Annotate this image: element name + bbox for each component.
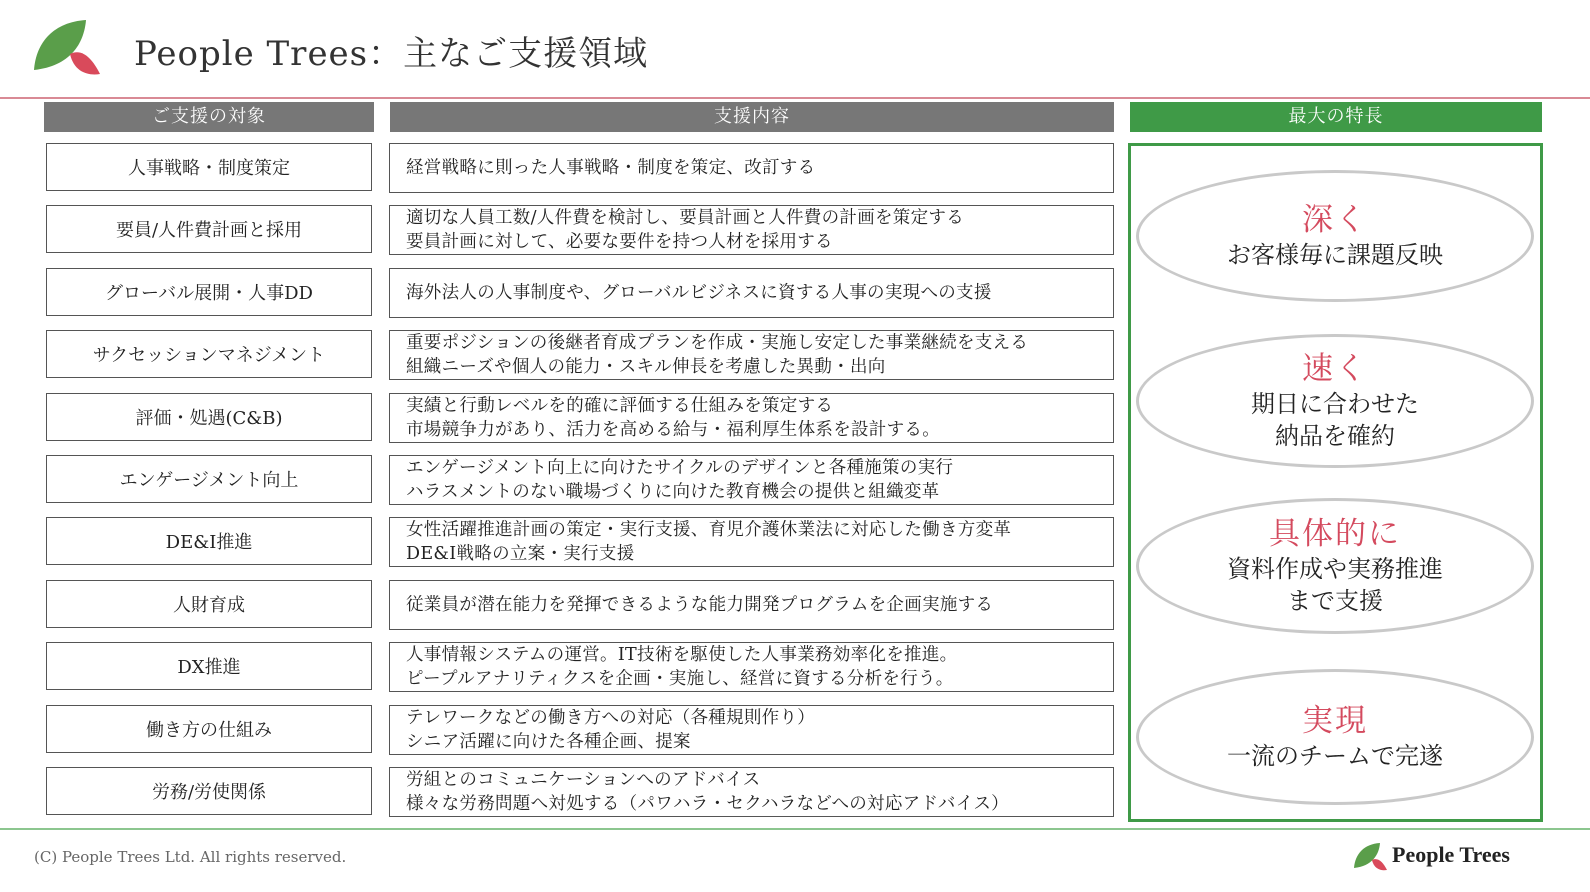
support-content-line: ピープルアナリティクスを企画・実施し、経営に資する分析を行う。 [406,669,954,689]
support-content-cell [389,767,1114,817]
table-row [0,705,1120,755]
support-content-line: 市場競争力があり、活力を高める給与・福利厚生体系を設計する。 [406,420,940,440]
support-content-cell [389,455,1114,505]
support-content-cell [389,580,1114,630]
page-title: People Trees：主なご支援領域 [134,34,649,74]
target-column-header: ご支援の対象 [44,102,374,132]
support-target-cell: 労務/労使関係 [46,767,372,815]
support-content-line: 実績と行動レベルを的確に評価する仕組みを策定する [406,396,834,416]
company-logo-icon [30,14,104,78]
support-content-line: シニア活躍に向けた各種企画、提案 [406,732,691,752]
table-row [0,143,1120,193]
logo-fruit [70,52,100,74]
support-target-cell: エンゲージメント向上 [46,455,372,503]
table-row [0,580,1120,630]
support-target-cell: 評価・処遇(C&B) [46,393,372,441]
table-row [0,455,1120,505]
feature-oval-realize [1136,669,1534,805]
support-content-cell [389,143,1114,193]
support-content-line: 重要ポジションの後継者育成プランを作成・実施し安定した事業継続を支える [406,333,1029,353]
support-target-cell: 要員/人件費計画と採用 [46,205,372,253]
support-target-cell: 人財育成 [46,580,372,628]
support-target-cell: 人事戦略・制度策定 [46,143,372,191]
footer-divider [0,828,1590,830]
feature-keyword: 速く [1302,351,1368,387]
table-row [0,393,1120,443]
feature-column-header: 最大の特長 [1130,102,1542,132]
support-content-line: 海外法人の人事制度や、グローバルビジネスに資する人事の実現への支援 [406,283,992,303]
support-content-cell [389,705,1114,755]
footer-logo-icon [1352,840,1388,872]
support-content-line: 経営戦略に則った人事戦略・制度を策定、改訂する [406,158,816,178]
feature-oval-deep [1136,170,1534,302]
title-divider [0,97,1590,99]
support-target-cell: サクセッションマネジメント [46,330,372,378]
support-content-line: DE&I戦略の立案・実行支援 [406,544,635,564]
feature-description: 期日に合わせた 納品を確約 [1251,390,1419,450]
support-content-cell [389,268,1114,318]
support-content-line: ハラスメントのない職場づくりに向けた教育機会の提供と組織変革 [406,482,940,502]
feature-oval-concrete [1136,498,1534,634]
support-content-line: 組織ニーズや個人の能力・スキル伸長を考慮した異動・出向 [406,357,886,377]
support-target-cell: DX推進 [46,642,372,690]
feature-description: 資料作成や実務推進 まで支援 [1227,555,1443,615]
support-content-line: テレワークなどの働き方への対応（各種規則作り） [406,708,816,728]
feature-keyword: 具体的に [1269,516,1401,552]
support-content-line: 要員計画に対して、必要な要件を持つ人材を採用する [406,232,833,252]
table-row [0,330,1120,380]
support-content-line: エンゲージメント向上に向けたサイクルのデザインと各種施策の実行 [406,458,954,478]
feature-description: お客様毎に課題反映 [1227,241,1443,269]
table-row [0,268,1120,318]
table-row [0,517,1120,567]
support-content-cell [389,330,1114,380]
support-content-line: 様々な労務問題へ対処する（パワハラ・セクハラなどへの対応アドバイス） [406,794,1009,814]
footer-brand-name: People Trees [1392,842,1510,867]
support-content-cell [389,205,1114,255]
table-row [0,642,1120,692]
support-target-cell: DE&I推進 [46,517,372,565]
support-target-cell: 働き方の仕組み [46,705,372,753]
support-target-cell: グローバル展開・人事DD [46,268,372,316]
support-content-cell [389,393,1114,443]
support-content-line: 女性活躍推進計画の策定・実行支援、育児介護休業法に対応した働き方変革 [406,520,1012,540]
feature-oval-fast [1136,334,1534,468]
support-content-line: 従業員が潜在能力を発揮できるような能力開発プログラムを企画実施する [406,595,994,615]
support-content-line: 労組とのコミュニケーションへのアドバイス [406,770,761,790]
support-content-cell [389,642,1114,692]
feature-keyword: 深く [1302,202,1368,238]
table-row [0,205,1120,255]
copyright-text: (C) People Trees Ltd. All rights reserved. [34,848,347,866]
table-row [0,767,1120,817]
feature-description: 一流のチームで完遂 [1227,742,1443,770]
feature-keyword: 実現 [1302,703,1368,739]
support-content-cell [389,517,1114,567]
support-content-line: 適切な人員工数/人件費を検討し、要員計画と人件費の計画を策定する [406,208,964,228]
content-column-header: 支援内容 [390,102,1114,132]
support-content-line: 人事情報システムの運営。IT技術を駆使した人事業務効率化を推進。 [406,645,958,665]
